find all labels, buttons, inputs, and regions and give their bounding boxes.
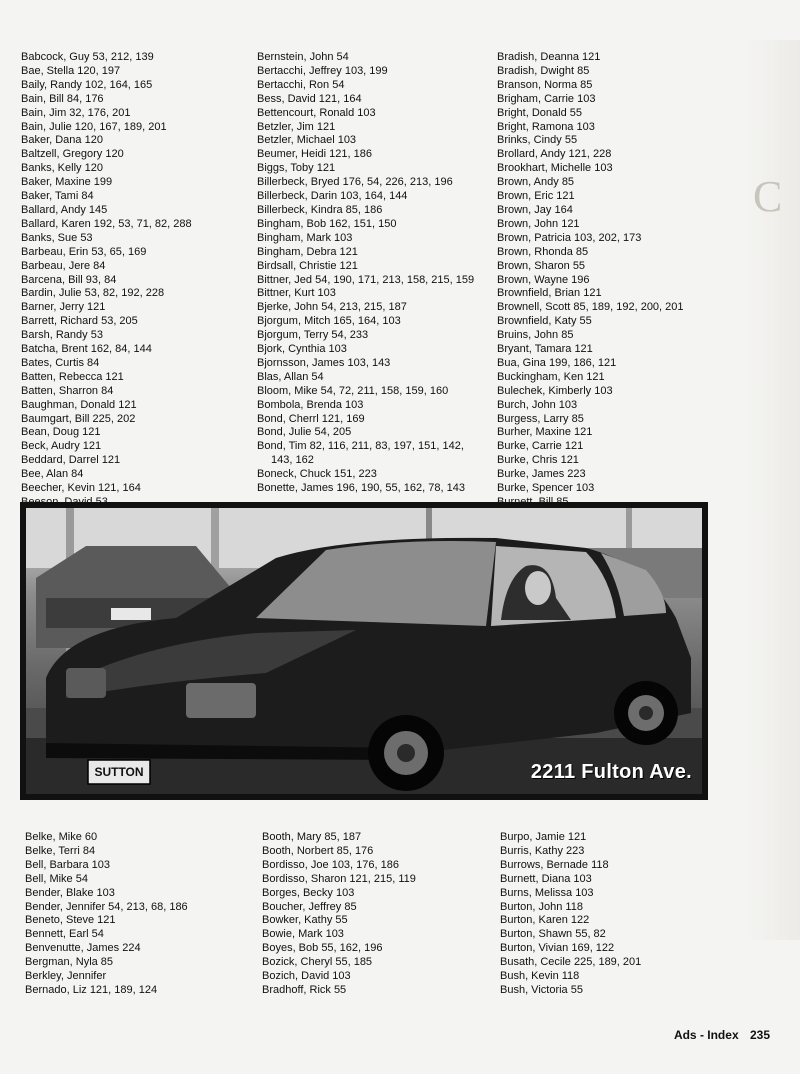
index-entry: Bingham, Bob 162, 151, 150 [257, 217, 397, 230]
index-entry: Brollard, Andy 121, 228 [497, 148, 612, 161]
index-entry: Bordisso, Sharon 121, 215, 119 [262, 872, 416, 885]
index-entry: Brown, John 121 [497, 217, 580, 230]
index-entry: Brownfield, Katy 55 [497, 315, 592, 328]
index-entry: Baumgart, Bill 225, 202 [21, 412, 136, 425]
index-entry: Bruins, John 85 [497, 329, 574, 342]
index-entry: Bertacchi, Jeffrey 103, 199 [257, 64, 388, 77]
index-entry: Bloom, Mike 54, 72, 211, 158, 159, 160 [257, 384, 449, 397]
index-entry: Beneto, Steve 121 [25, 914, 116, 927]
index-entry: Bae, Stella 120, 197 [21, 64, 121, 77]
index-entry: Batten, Rebecca 121 [21, 370, 124, 383]
index-entry: Burrows, Bernade 118 [500, 858, 609, 871]
index-entry: Birdsall, Christie 121 [257, 259, 358, 272]
index-entry: Burton, Vivian 169, 122 [500, 942, 615, 955]
index-entry: Barner, Jerry 121 [21, 301, 106, 314]
index-entry: Barbeau, Erin 53, 65, 169 [21, 245, 147, 258]
index-entry: Burke, Spencer 103 [497, 482, 595, 495]
index-entry: Baker, Maxine 199 [21, 176, 113, 189]
index-entry: Bush, Kevin 118 [500, 970, 580, 983]
index-entry: Boucher, Jeffrey 85 [262, 900, 357, 913]
adjacent-page-bleed [745, 40, 800, 940]
index-entry: Brigham, Carrie 103 [497, 92, 596, 105]
index-entry: Blas, Allan 54 [257, 370, 324, 383]
index-entry: Bua, Gina 199, 186, 121 [497, 356, 617, 369]
index-entry: Bond, Julie 54, 205 [257, 426, 352, 439]
index-entry: Burgess, Larry 85 [497, 412, 584, 425]
index-entry: Billerbeck, Darin 103, 164, 144 [257, 190, 408, 203]
index-entry: Bates, Curtis 84 [21, 356, 100, 369]
index-column-top-3 [497, 51, 737, 524]
index-entry: Ballard, Andy 145 [21, 203, 108, 216]
index-entry: Bain, Julie 120, 167, 189, 201 [21, 120, 167, 133]
index-entry: Bright, Donald 55 [497, 106, 582, 119]
index-entry: Burher, Maxine 121 [497, 426, 593, 439]
index-entry: Bordisso, Joe 103, 176, 186 [262, 858, 399, 871]
index-entry: Booth, Norbert 85, 176 [262, 844, 374, 857]
index-entry: Bond, Tim 82, 116, 211, 83, 197, 151, 142, 143, 162 [257, 440, 464, 467]
page-number: 235 [749, 1028, 770, 1042]
index-entry: Babcock, Guy 53, 212, 139 [21, 51, 154, 63]
index-entry: Burnett, Diana 103 [500, 872, 592, 885]
index-entry: Brown, Rhonda 85 [497, 245, 589, 258]
index-entry: Bradhoff, Rick 55 [262, 983, 347, 996]
index-entry: Burton, Karen 122 [500, 914, 590, 927]
index-entry: Brown, Jay 164 [497, 203, 573, 216]
index-entry: Banks, Kelly 120 [21, 162, 103, 175]
index-entry: Bombola, Brenda 103 [257, 398, 364, 411]
index-entry: Barrett, Richard 53, 205 [21, 315, 138, 328]
index-entry: Brownfield, Brian 121 [497, 287, 602, 300]
index-entry: Brown, Eric 121 [497, 190, 575, 203]
footer-section-title: Ads - Index [673, 1028, 739, 1042]
index-entry: Buckingham, Ken 121 [497, 370, 605, 383]
index-entry: Bozick, Cheryl 55, 185 [262, 956, 373, 969]
index-entry: Brown, Wayne 196 [497, 273, 590, 286]
index-entry: Beumer, Heidi 121, 186 [257, 148, 372, 161]
index-entry: Bozich, David 103 [262, 970, 351, 983]
index-entry: Bess, David 121, 164 [257, 92, 362, 105]
index-entry: Baker, Tami 84 [21, 190, 94, 203]
index-entry: Bender, Jennifer 54, 213, 68, 186 [25, 900, 188, 913]
index-entry: Bjorgum, Mitch 165, 164, 103 [257, 315, 401, 328]
index-entry: Billerbeck, Bryed 176, 54, 226, 213, 196 [257, 176, 453, 189]
index-entry: Bernstein, John 54 [257, 51, 349, 63]
car-dealership-photo [26, 508, 702, 794]
index-entry: Biggs, Toby 121 [257, 162, 336, 175]
index-entry: Bernado, Liz 121, 189, 124 [25, 983, 158, 996]
index-entry: Batcha, Brent 162, 84, 144 [21, 343, 152, 356]
index-entry: Bjornsson, James 103, 143 [257, 356, 391, 369]
index-entry: Booth, Mary 85, 187 [262, 831, 362, 843]
index-entry: Bingham, Mark 103 [257, 231, 353, 244]
index-entry: Beddard, Darrel 121 [21, 454, 121, 467]
index-entry: Bain, Bill 84, 176 [21, 92, 104, 105]
index-entry: Bender, Blake 103 [25, 886, 115, 899]
index-entry: Bradish, Dwight 85 [497, 64, 590, 77]
index-entry: Burns, Melissa 103 [500, 886, 594, 899]
index-column-bottom-1 [25, 831, 245, 998]
index-column-bottom-3 [500, 831, 720, 998]
index-entry: Borges, Becky 103 [262, 886, 355, 899]
bleed-letter: C [753, 172, 783, 221]
index-entry: Bittner, Kurt 103 [257, 287, 336, 300]
page-footer [666, 1028, 770, 1042]
index-entry: Bergman, Nyla 85 [25, 956, 114, 969]
index-entry: Berkley, Jennifer [25, 970, 107, 983]
index-entry: Branson, Norma 85 [497, 78, 593, 91]
index-entry: Brownell, Scott 85, 189, 192, 200, 201 [497, 301, 684, 314]
index-entry: Bowker, Kathy 55 [262, 914, 348, 927]
index-entry: Bingham, Debra 121 [257, 245, 358, 258]
index-entry: Brinks, Cindy 55 [497, 134, 578, 147]
index-entry: Betzler, Jim 121 [257, 120, 336, 133]
index-entry: Bush, Victoria 55 [500, 983, 583, 996]
index-entry: Barcena, Bill 93, 84 [21, 273, 117, 286]
index-entry: Bjork, Cynthia 103 [257, 343, 347, 356]
index-column-top-1 [21, 51, 241, 524]
index-entry: Banks, Sue 53 [21, 231, 93, 244]
advertisement-photo [20, 502, 708, 800]
index-entry: Bean, Doug 121 [21, 426, 101, 439]
index-entry: Bettencourt, Ronald 103 [257, 106, 376, 119]
index-entry: Boneck, Chuck 151, 223 [257, 468, 377, 481]
index-entry: Busath, Cecile 225, 189, 201 [500, 956, 642, 969]
index-entry: Belke, Mike 60 [25, 831, 98, 843]
index-entry: Baltzell, Gregory 120 [21, 148, 124, 161]
index-entry: Burton, Shawn 55, 82 [500, 928, 606, 941]
index-entry: Baker, Dana 120 [21, 134, 103, 147]
index-column-bottom-2 [262, 831, 482, 998]
index-entry: Belke, Terri 84 [25, 844, 96, 857]
photo-caption: 2211 Fulton Ave. [530, 761, 692, 783]
index-entry: Bond, Cherrl 121, 169 [257, 412, 365, 425]
index-entry: Burpo, Jamie 121 [500, 831, 587, 843]
index-entry: Barsh, Randy 53 [21, 329, 103, 342]
index-entry: Brown, Patricia 103, 202, 173 [497, 231, 642, 244]
index-entry: Beecher, Kevin 121, 164 [21, 482, 141, 495]
index-entry: Baughman, Donald 121 [21, 398, 137, 411]
car-illustration [26, 508, 702, 794]
index-entry: Bain, Jim 32, 176, 201 [21, 106, 131, 119]
index-entry: Burris, Kathy 223 [500, 844, 585, 857]
index-entry: Boyes, Bob 55, 162, 196 [262, 942, 383, 955]
index-entry: Bulechek, Kimberly 103 [497, 384, 613, 397]
index-entry: Bardin, Julie 53, 82, 192, 228 [21, 287, 165, 300]
index-entry: Brown, Sharon 55 [497, 259, 586, 272]
index-entry: Bee, Alan 84 [21, 468, 84, 481]
index-entry: Burton, John 118 [500, 900, 583, 913]
index-entry: Burke, Chris 121 [497, 454, 579, 467]
index-entry: Bell, Mike 54 [25, 872, 88, 885]
index-entry: Burke, Carrie 121 [497, 440, 584, 453]
index-entry: Bertacchi, Ron 54 [257, 78, 345, 91]
index-entry: Betzler, Michael 103 [257, 134, 357, 147]
index-entry: Ballard, Karen 192, 53, 71, 82, 288 [21, 217, 192, 230]
index-entry: Bryant, Tamara 121 [497, 343, 593, 356]
index-entry: Beck, Audry 121 [21, 440, 102, 453]
index-entry: Brookhart, Michelle 103 [497, 162, 613, 175]
index-entry: Bittner, Jed 54, 190, 171, 213, 158, 215, 159 [257, 273, 475, 286]
index-entry: Billerbeck, Kindra 85, 186 [257, 203, 383, 216]
index-entry: Baily, Randy 102, 164, 165 [21, 78, 153, 91]
index-entry: Burch, John 103 [497, 398, 578, 411]
index-entry: Burke, James 223 [497, 468, 586, 481]
index-entry: Bowie, Mark 103 [262, 928, 344, 941]
license-plate-text: SUTTON [94, 765, 144, 779]
index-entry: Bennett, Earl 54 [25, 928, 104, 941]
index-entry: Bjerke, John 54, 213, 215, 187 [257, 301, 407, 314]
index-entry: Batten, Sharron 84 [21, 384, 114, 397]
index-entry: Bright, Ramona 103 [497, 120, 595, 133]
index-entry: Barbeau, Jere 84 [21, 259, 106, 272]
index-entry: Brown, Andy 85 [497, 176, 575, 189]
index-entry: Bjorgum, Terry 54, 233 [257, 329, 369, 342]
index-column-top-2 [257, 51, 477, 496]
index-entry: Bradish, Deanna 121 [497, 51, 601, 63]
index-entry: Bonette, James 196, 190, 55, 162, 78, 143 [257, 482, 465, 495]
index-entry: Bell, Barbara 103 [25, 858, 110, 871]
index-entry: Benvenutte, James 224 [25, 942, 141, 955]
